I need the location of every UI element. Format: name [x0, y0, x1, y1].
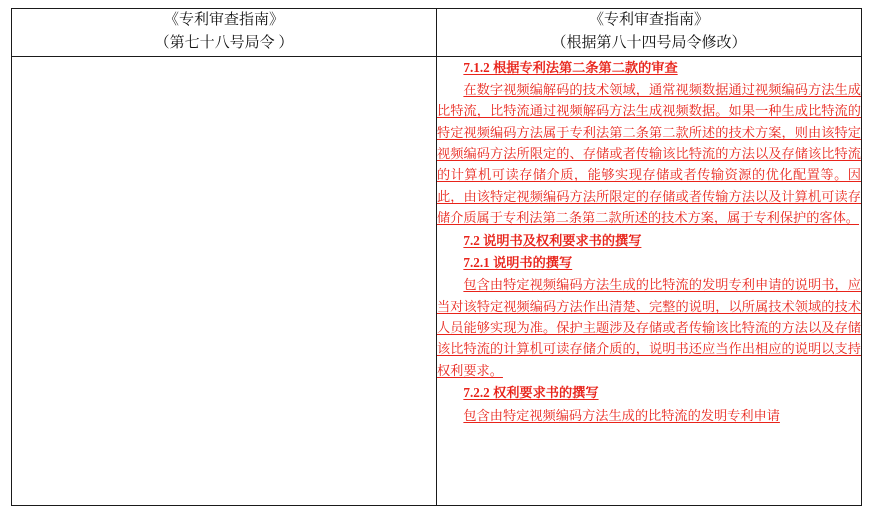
header-cell-right — [437, 9, 862, 57]
body-cell-left — [12, 56, 437, 505]
body-cell-right — [437, 56, 862, 505]
document-page — [0, 8, 870, 524]
comparison-table — [11, 8, 862, 506]
header-right-line-2: （根据第八十四号局令修改） — [551, 35, 747, 52]
header-right-line-1: 《专利审查指南》 — [588, 12, 709, 28]
paragraph-7-1-2-body: 在数字视频编解码的技术领域，通常视频数据通过视频编码方法生成比特流，比特流通过视频解码方法生成视频数据。如果一种生成比特流的特定视频编码方法属于专利法第二条第二款所述的技术方案，则由该特定视频编码方法所限定的、存储或者传输该比特流的方法以及存储该比特流的计算机可读存储介质，能够实现存储或者传输资源的优化配置等。因此，由该特定视频编码方法所限定的存储或者传输方法以及计算机可读存储介质属于专利法第二条第二款所述的技术方案，属于专利保护的客体。 — [437, 81, 861, 226]
section-heading-7-2: 7.2 说明书及权利要求书的撰写 — [463, 232, 642, 248]
paragraph-7-2-1-body: 包含由特定视频编码方法生成的比特流的发明专利申请的说明书，应当对该特定视频编码方法作出清楚、完整的说明，以所属技术领域的技术人员能够实现为准。保护主题涉及存储或者传输该比特流的方法以及存储该比特流的计算机可读存储介质的，说明书还应当作出相应的说明以支持权利要求。 — [437, 277, 861, 378]
table-header-row — [12, 9, 862, 57]
header-left-line-1: 《专利审查指南》 — [163, 12, 284, 28]
section-heading-7-2-2: 7.2.2 权利要求书的撰写 — [463, 385, 599, 401]
revised-text-container — [437, 57, 861, 426]
paragraph-7-2-2-body: 包含由特定视频编码方法生成的比特流的发明专利申请 — [463, 407, 780, 423]
header-cell-left — [12, 9, 437, 57]
header-left-line-2: （第七十八号局令 ） — [154, 35, 294, 52]
section-heading-7-1-2: 7.1.2 根据专利法第二条第二款的审查 — [463, 59, 678, 75]
table-body-row — [12, 56, 862, 505]
section-heading-7-2-1: 7.2.1 说明书的撰写 — [463, 254, 573, 270]
